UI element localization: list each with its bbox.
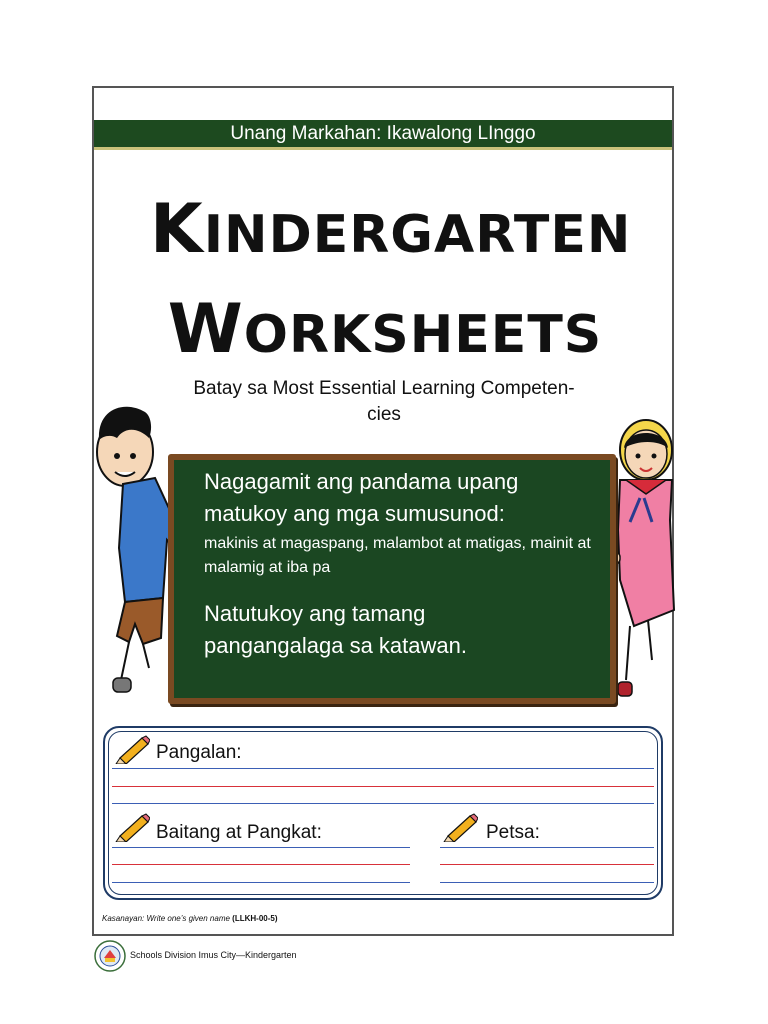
name-label: Pangalan:: [156, 742, 242, 763]
grade-line-bottom: [112, 882, 410, 883]
board-detail: makinis at magaspang, malambot at matigas, mainit at malamig at iba pa: [204, 535, 591, 576]
subtitle: Batay sa Most Essential Learning Competen- cies: [193, 378, 575, 425]
title-kindergarten: [150, 190, 632, 269]
competency-code: (LLKH-00-5): [232, 914, 278, 923]
competency-note: [102, 914, 278, 923]
grade-section-label: Baitang at Pangkat:: [156, 822, 322, 843]
name-line-top: [112, 768, 654, 769]
board-competency: Natutukoy ang tamang pangangalaga sa katawan.: [204, 601, 467, 658]
grade-line-top: [112, 847, 410, 848]
date-label: Petsa:: [486, 822, 540, 843]
title-rest-1: INDERGARTEN: [203, 205, 632, 265]
pencil-icon: [114, 812, 150, 842]
pencil-icon: [442, 812, 478, 842]
title-worksheets: [150, 290, 620, 369]
grade-line-mid[interactable]: [112, 864, 410, 865]
quarter-week-banner: Unang Markahan: Ikawalong LInggo: [94, 120, 672, 150]
pencil-icon: [114, 734, 150, 764]
division-seal-icon: [94, 940, 126, 972]
name-line-bottom: [112, 803, 654, 804]
board-heading: Nagagamit ang pandama upang matukoy ang mga sumusunod:: [204, 469, 519, 526]
date-line-top: [440, 847, 654, 848]
date-line-mid[interactable]: [440, 864, 654, 865]
competency-note-text: Kasanayan: Write one’s given name: [102, 914, 233, 923]
date-line-bottom: [440, 882, 654, 883]
division-name: Schools Division Imus City—Kindergarten: [130, 950, 297, 960]
title-initial-w: W: [167, 290, 244, 369]
title-initial-k: K: [150, 190, 204, 269]
chalkboard: [168, 454, 616, 704]
title-rest-2: ORKSHEETS: [243, 305, 603, 365]
name-line-mid[interactable]: [112, 786, 654, 787]
